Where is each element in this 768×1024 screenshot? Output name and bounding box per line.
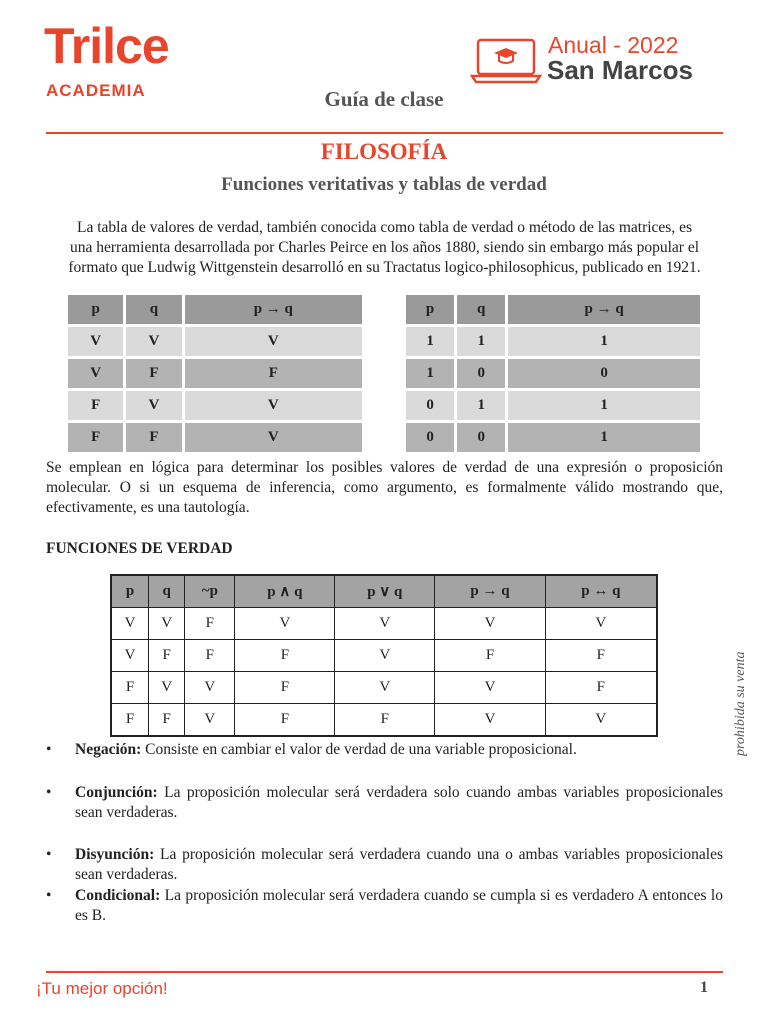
table-header: p ∧ q: [235, 575, 335, 608]
side-note: [726, 632, 752, 756]
table-row: [406, 391, 700, 420]
bullet-dot: •: [46, 887, 52, 904]
truth-functions-table: [110, 574, 658, 737]
table-header: p → q: [185, 295, 362, 324]
table-cell: V: [126, 327, 181, 356]
table-header: q: [149, 575, 185, 608]
table-cell: F: [545, 672, 657, 704]
bullet-term: Disyunción:: [75, 846, 155, 863]
table-header: p → q: [508, 295, 700, 324]
table-cell: 0: [457, 423, 505, 452]
table-cell: V: [185, 391, 362, 420]
table-cell: F: [68, 423, 123, 452]
table-cell: F: [235, 640, 335, 672]
table-cell: F: [126, 359, 181, 388]
table-row: [68, 359, 362, 388]
bullet-dot: •: [46, 741, 52, 758]
intro-paragraph: [46, 218, 723, 278]
table-cell: F: [185, 608, 235, 640]
section-title: FUNCIONES DE VERDAD: [46, 540, 233, 557]
bullet-term: Negación:: [75, 741, 142, 758]
laptop-graduation-icon: [470, 36, 542, 84]
header-divider: [46, 132, 723, 134]
table-cell: 0: [508, 359, 700, 388]
table-cell: V: [111, 640, 149, 672]
table-row: [111, 640, 657, 672]
bullet-text: La proposición molecular será verdadera solo cuando ambas variables proposicionales sean verdaderas.: [75, 784, 723, 821]
table-row: [68, 391, 362, 420]
cycle-label: Anual - 2022: [548, 32, 679, 58]
bullet-text: La proposición molecular será verdadera cuando se cumpla si es verdadero A entonces lo es B.: [75, 887, 723, 924]
page-title: FILOSOFÍA: [320, 139, 448, 164]
table-cell: F: [545, 640, 657, 672]
table-row: [406, 423, 700, 452]
truth-table-binary: [403, 292, 703, 455]
table-cell: 1: [457, 391, 505, 420]
table-cell: V: [545, 704, 657, 737]
table-header: p ∨ q: [335, 575, 435, 608]
guide-label: Guía de clase: [324, 87, 444, 111]
table-cell: V: [545, 608, 657, 640]
table-cell: 1: [508, 423, 700, 452]
table-cell: F: [335, 704, 435, 737]
table-cell: 1: [406, 327, 454, 356]
intro-line: formato que Ludwig Wittgenstein desarrolló en su Tractatus logico-philosophicus, publicado en 1921.: [68, 259, 701, 276]
table-cell: V: [435, 704, 545, 737]
bullet-text: Consiste en cambiar el valor de verdad de una variable proposicional.: [141, 741, 577, 758]
bullet-dot: •: [46, 846, 52, 863]
table-cell: F: [111, 704, 149, 737]
bullet-term: Conjunción:: [75, 784, 158, 801]
table-cell: V: [185, 423, 362, 452]
bullet-item: [46, 886, 723, 926]
bullet-text: La proposición molecular será verdadera cuando una o ambas variables proposicionales sean verdaderas.: [75, 846, 723, 883]
table-cell: V: [126, 391, 181, 420]
table-cell: V: [68, 327, 123, 356]
bullet-term: Condicional:: [75, 887, 161, 904]
table-cell: V: [185, 672, 235, 704]
brand-logo: Trilce: [44, 18, 169, 74]
table-cell: V: [149, 672, 185, 704]
table-cell: F: [149, 704, 185, 737]
table-cell: V: [335, 608, 435, 640]
table-header: p: [68, 295, 123, 324]
table-cell: V: [335, 640, 435, 672]
table-row: [406, 359, 700, 388]
footer-divider: [46, 971, 723, 973]
bullet-item: [46, 740, 723, 760]
table-cell: F: [235, 672, 335, 704]
intro-line: La tabla de valores de verdad, también conocida como tabla de verdad o método de las matrices, es: [76, 219, 693, 236]
table-cell: 0: [406, 423, 454, 452]
table-cell: V: [235, 608, 335, 640]
table-cell: V: [335, 672, 435, 704]
table-header: q: [126, 295, 181, 324]
table-cell: 1: [406, 359, 454, 388]
table-cell: 1: [508, 391, 700, 420]
table-cell: 0: [457, 359, 505, 388]
truth-table-vf: [65, 292, 365, 455]
table-cell: F: [126, 423, 181, 452]
table-row: [68, 423, 362, 452]
bullet-dot: •: [46, 784, 52, 801]
table-cell: 1: [508, 327, 700, 356]
brand-sub: ACADEMIA: [46, 81, 146, 100]
table-row: [68, 327, 362, 356]
table-cell: V: [185, 704, 235, 737]
table-header: p: [406, 295, 454, 324]
uses-paragraph: Se emplean en lógica para determinar los posibles valores de verdad de una expresión o proposición molecular. O si un esquema de inferencia, como argumento, es formalmente válido mostrando que, efectivamente, es una tautología.: [46, 459, 723, 516]
page-number: 1: [700, 979, 708, 996]
program-label: San Marcos: [547, 55, 693, 85]
table-cell: V: [149, 608, 185, 640]
table-cell: V: [111, 608, 149, 640]
table-row: [406, 327, 700, 356]
table-cell: F: [235, 704, 335, 737]
side-note-text: prohibida su venta: [733, 651, 748, 756]
table-cell: F: [185, 359, 362, 388]
intro-line: una herramienta desarrollada por Charles Peirce en los años 1880, siendo sin embargo más popular el: [70, 239, 699, 256]
table-header: ~p: [185, 575, 235, 608]
table-cell: V: [435, 672, 545, 704]
table-cell: 1: [457, 327, 505, 356]
table-header: p ↔ q: [545, 575, 657, 608]
table-cell: F: [68, 391, 123, 420]
bullet-item: [46, 845, 723, 885]
page-subtitle: Funciones veritativas y tablas de verdad: [221, 174, 547, 195]
table-cell: F: [111, 672, 149, 704]
table-cell: 0: [406, 391, 454, 420]
table-cell: F: [435, 640, 545, 672]
table-header: p → q: [435, 575, 545, 608]
table-cell: V: [185, 327, 362, 356]
table-cell: F: [185, 640, 235, 672]
table-row: [111, 704, 657, 737]
table-cell: V: [68, 359, 123, 388]
bullet-item: [46, 783, 723, 823]
table-header: q: [457, 295, 505, 324]
footer-slogan: ¡Tu mejor opción!: [36, 979, 168, 998]
table-cell: F: [149, 640, 185, 672]
table-header: p: [111, 575, 149, 608]
table-row: [111, 608, 657, 640]
table-row: [111, 672, 657, 704]
table-cell: V: [435, 608, 545, 640]
